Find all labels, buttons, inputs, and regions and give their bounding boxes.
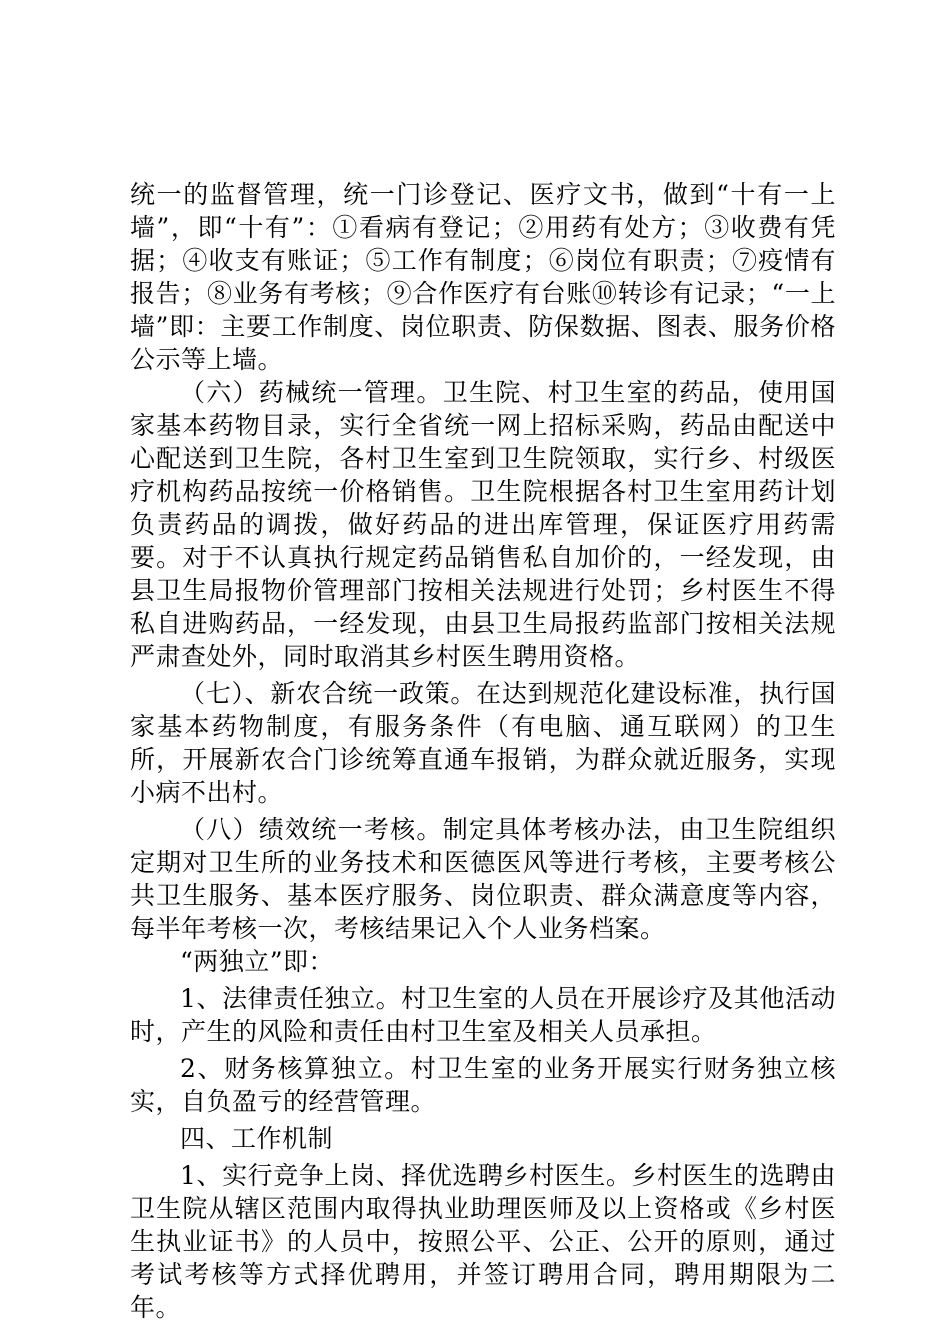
section-heading-work-mechanism: 四、工作机制 xyxy=(180,1124,334,1153)
paragraph-legal-responsibility: 1、法律责任独立。村卫生室的人员在开展诊疗及其他活动时，产生的风险和责任由村卫生室及相关人员承担。 xyxy=(130,984,836,1046)
document-page xyxy=(130,178,836,1324)
paragraph-two-independence-heading: “两独立”即： xyxy=(180,947,335,976)
paragraph-competitive-hiring: 1、实行竞争上岗、择优选聘乡村医生。乡村医生的选聘由卫生院从辖区范围内取得执业助理医师及以上资格或《乡村医生执业证书》的人员中，按照公平、公正、公开的原则，通过考试考核等方式择优聘用，并签订聘用合同，聘用期限为二年。 xyxy=(130,1161,836,1322)
paragraph-performance-assessment: （八）绩效统一考核。制定具体考核办法，由卫生院组织定期对卫生所的业务技术和医德医风等进行考核，主要考核公共卫生服务、基本医疗服务、岗位职责、群众满意度等内容，每半年考核一次，考核结果记入个人业务档案。 xyxy=(130,815,836,943)
paragraph-supervision: 统一的监督管理，统一门诊登记、医疗文书，做到“十有一上墙”，即“十有”：①看病有登记；②用药有处方；③收费有凭据；④收支有账证；⑤工作有制度；⑥岗位有职责；⑦疫情有报告；⑧业务有考核；⑨合作医疗有台账⑩转诊有记录；“一上墙”即：主要工作制度、岗位职责、防保数据、图表、服务价格公示等上墙。 xyxy=(130,180,836,374)
paragraph-financial-accounting: 2、财务核算独立。村卫生室的业务开展实行财务独立核实，自负盈亏的经营管理。 xyxy=(130,1054,836,1116)
paragraph-rural-cooperative-policy: （七）、新农合统一政策。在达到规范化建设标准，执行国家基本药物制度，有服务条件（有电脑、通互联网）的卫生所，开展新农合门诊统筹直通车报销，为群众就近服务，实现小病不出村。 xyxy=(130,679,836,807)
paragraph-drug-management: （六）药械统一管理。卫生院、村卫生室的药品，使用国家基本药物目录，实行全省统一网上招标采购，药品由配送中心配送到卫生院，各村卫生室到卫生院领取，实行乡、村级医疗机构药品按统一价格销售。卫生院根据各村卫生室用药计划负责药品的调拨，做好药品的进出库管理，保证医疗用药需要。对于不认真执行规定药品销售私自加价的，一经发现，由县卫生局报物价管理部门按相关法规进行处罚；乡村医生不得私自进购药品，一经发现，由县卫生局报药监部门按相关法规严肃查处外，同时取消其乡村医生聘用资格。 xyxy=(130,378,836,671)
